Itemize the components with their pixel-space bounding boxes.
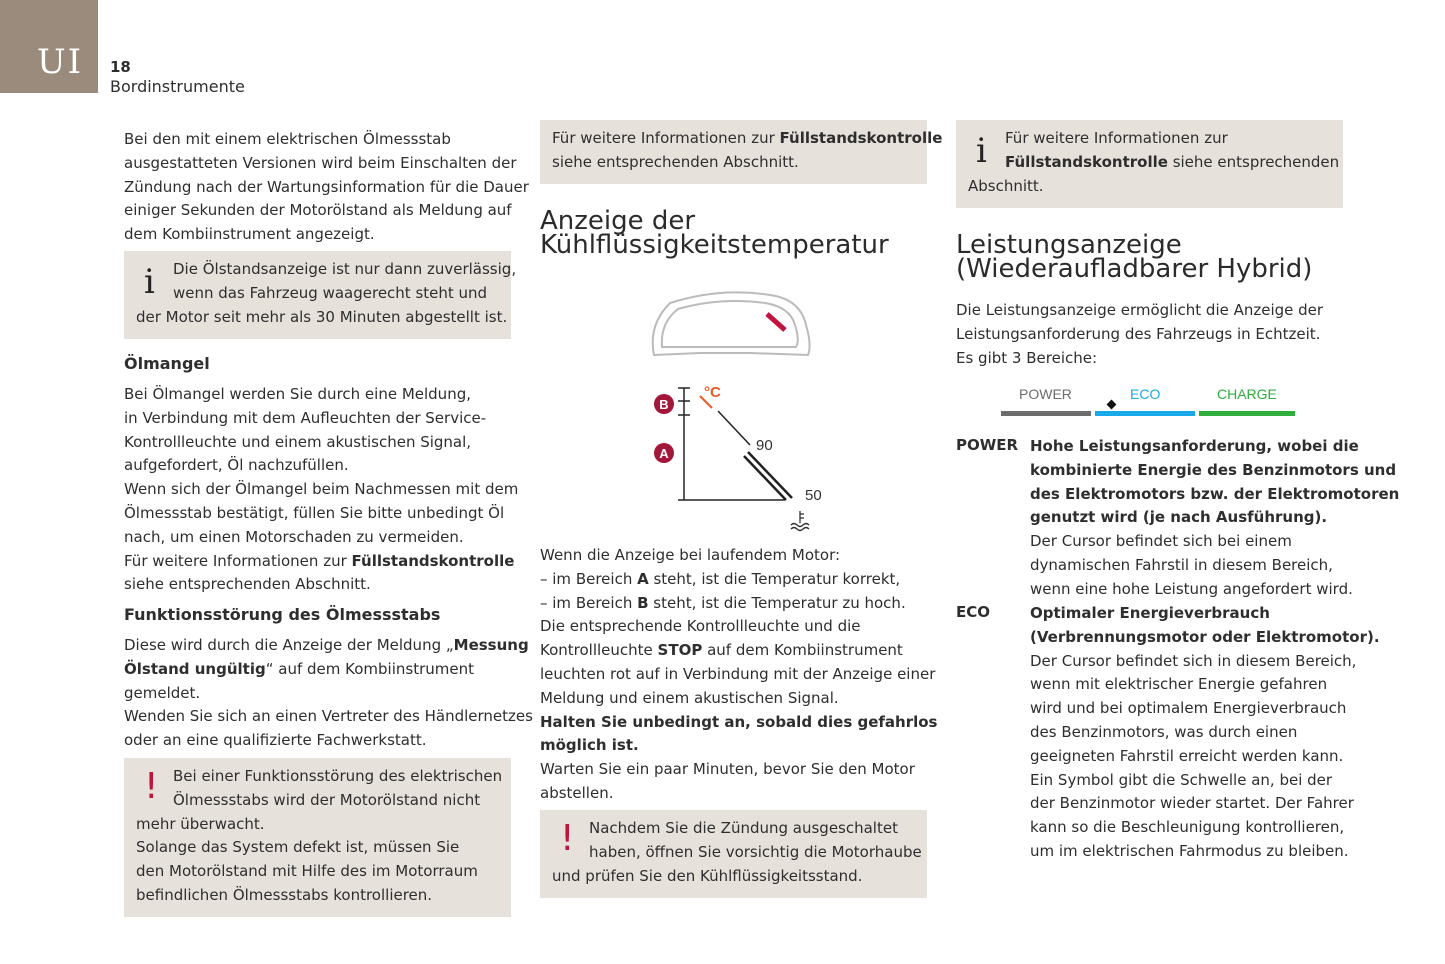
text: dem Kombiinstrument angezeigt. bbox=[124, 225, 375, 244]
bold-text: Halten Sie unbedingt an, sobald dies gefahrlos bbox=[540, 712, 938, 731]
unit-label: °C bbox=[704, 384, 721, 401]
info-icon: i bbox=[976, 131, 987, 171]
text-line bbox=[1030, 650, 1380, 674]
text-line bbox=[124, 502, 518, 526]
text: nach, um einen Motorschaden zu vermeiden. bbox=[124, 527, 464, 546]
text-line bbox=[124, 199, 529, 223]
text: wenn eine hohe Leistung angefordert wird. bbox=[1030, 579, 1353, 598]
text: Diese wird durch die Anzeige der Meldung „ bbox=[124, 636, 454, 654]
text: abstellen. bbox=[540, 783, 614, 802]
bold-text: kombinierte Energie des Benzinmotors und bbox=[1030, 460, 1397, 479]
info-box-fill-level bbox=[540, 120, 943, 184]
bold-text: Füllstandskontrolle bbox=[1005, 152, 1168, 171]
heading-coolant-temp bbox=[540, 205, 889, 260]
text-line bbox=[124, 526, 518, 550]
text-line bbox=[124, 152, 529, 176]
bold-text: des Elektromotors bzw. der Elektromotoren bbox=[1030, 484, 1400, 503]
text-line bbox=[956, 299, 1323, 323]
text: Solange das System defekt ist, müssen Sie bbox=[136, 838, 460, 857]
text-line bbox=[1030, 435, 1399, 459]
text: Warten Sie ein paar Minuten, bevor Sie den Motor bbox=[540, 760, 915, 779]
heading-oil-shortage: Ölmangel bbox=[124, 354, 210, 373]
label-charge: CHARGE bbox=[1217, 386, 1277, 402]
text: um im elektrischen Fahrmodus zu bleiben. bbox=[1030, 841, 1349, 860]
text-line bbox=[1030, 459, 1399, 483]
text-line bbox=[540, 205, 889, 236]
power-meter-intro bbox=[956, 299, 1323, 370]
chapter-logo: UI bbox=[37, 42, 84, 82]
text: Wenn die Anzeige bei laufendem Motor: bbox=[540, 546, 841, 564]
coolant-temperature-icon bbox=[791, 511, 809, 531]
text: steht, ist die Temperatur zu hoch. bbox=[648, 593, 906, 612]
text: den Motorölstand mit Hilfe des im Motorraum bbox=[136, 862, 478, 881]
text-line bbox=[124, 176, 529, 200]
zone-a-label: A bbox=[659, 446, 669, 461]
text: kann so die Beschleunigung kontrollieren, bbox=[1030, 818, 1345, 837]
text-line bbox=[136, 884, 499, 908]
text-line bbox=[124, 128, 529, 152]
text: “ auf dem Kombiinstrument bbox=[265, 659, 474, 678]
bold-text: Füllstandskontrolle bbox=[779, 129, 943, 147]
text: Für weitere Informationen zur bbox=[1005, 129, 1228, 147]
oil-shortage-text bbox=[124, 383, 518, 597]
text-line bbox=[1030, 721, 1380, 745]
coolant-diagram bbox=[640, 285, 840, 535]
text: steht, ist die Temperatur korrekt, bbox=[648, 569, 901, 588]
text: Leistungsanzeige bbox=[956, 230, 1182, 260]
heading-power-meter bbox=[956, 229, 1313, 284]
text-line bbox=[956, 347, 1323, 371]
text-line bbox=[124, 658, 533, 682]
text-line bbox=[1030, 769, 1380, 793]
text: Meldung und einem akustischen Signal. bbox=[540, 688, 839, 707]
text: einiger Sekunden der Motorölstand als Meldung auf bbox=[124, 201, 512, 220]
text: Die entsprechende Kontrollleuchte und die bbox=[540, 617, 861, 636]
text: Kontrollleuchte und einem akustischen Signal, bbox=[124, 432, 472, 451]
text-line bbox=[552, 841, 922, 865]
mark-90: 90 bbox=[756, 437, 773, 454]
label-power: POWER bbox=[1019, 386, 1072, 402]
text-line bbox=[136, 860, 499, 884]
warning-text bbox=[136, 765, 503, 908]
instrument-cluster-illustration bbox=[653, 292, 810, 355]
bold-text: genutzt wird (je nach Ausführung). bbox=[1030, 508, 1328, 527]
text-line bbox=[956, 229, 1312, 260]
engine-restart-threshold-icon bbox=[1107, 400, 1117, 410]
text-line bbox=[540, 229, 889, 260]
text: Nachdem Sie die Zündung ausgeschaltet bbox=[589, 819, 898, 837]
bold-text: (Verbrennungsmotor oder Elektromotor). bbox=[1030, 627, 1380, 646]
text: siehe entsprechenden bbox=[1167, 152, 1340, 171]
text-line bbox=[956, 323, 1323, 347]
text: Wenden Sie sich an einen Vertreter des Händlernetzes bbox=[124, 707, 533, 726]
text-line bbox=[136, 765, 503, 789]
text: dynamischen Fahrstil in diesem Bereich, bbox=[1030, 555, 1333, 574]
text: Abschnitt. bbox=[968, 176, 1044, 195]
text: Ölmessstabs wird der Motorölstand nicht bbox=[173, 790, 481, 809]
term-eco: ECO bbox=[956, 603, 991, 621]
warning-box-dipstick bbox=[124, 758, 511, 917]
text: der Benzinmotor wieder startet. Der Fahrer bbox=[1030, 794, 1354, 813]
page-number: 18 bbox=[110, 58, 131, 76]
text: geeigneten Fahrstil erreicht werden kann. bbox=[1030, 746, 1344, 765]
bold-text: A bbox=[637, 569, 649, 588]
text: Es gibt 3 Bereiche: bbox=[956, 348, 1098, 367]
text-line bbox=[552, 865, 915, 889]
text-line bbox=[136, 789, 499, 813]
text-line bbox=[1030, 483, 1399, 507]
segment-eco bbox=[1095, 411, 1195, 416]
chapter-tab bbox=[0, 0, 98, 93]
eco-description bbox=[1030, 602, 1380, 864]
text-line bbox=[968, 127, 1331, 151]
info-icon: i bbox=[144, 262, 155, 302]
text-line bbox=[136, 282, 499, 306]
text: Kontrollleuchte bbox=[540, 641, 658, 660]
bold-text: Füllstandskontrolle bbox=[351, 551, 515, 570]
text: der Motor seit mehr als 30 Minuten abgestellt ist. bbox=[136, 307, 508, 326]
text: wird und bei optimalem Energieverbrauch bbox=[1030, 699, 1347, 718]
warning-box-coolant bbox=[540, 810, 927, 898]
text: leuchten rot auf in Verbindung mit der Anzeige einer bbox=[540, 664, 936, 683]
term-power: POWER bbox=[956, 436, 1019, 454]
info-box-oil bbox=[124, 251, 517, 339]
text: wenn mit elektrischer Energie gefahren bbox=[1030, 675, 1328, 694]
mark-50: 50 bbox=[805, 487, 822, 504]
text-line bbox=[124, 705, 533, 729]
text: gemeldet. bbox=[124, 683, 201, 702]
text: des Benzinmotors, was durch einen bbox=[1030, 722, 1298, 741]
label-eco: ECO bbox=[1130, 386, 1161, 402]
text-line bbox=[124, 383, 518, 407]
text: Für weitere Informationen zur bbox=[552, 129, 780, 147]
text-line bbox=[956, 253, 1313, 284]
text-line bbox=[1030, 602, 1380, 626]
text-line bbox=[124, 729, 533, 753]
text: Der Cursor befindet sich bei einem bbox=[1030, 532, 1292, 551]
dipstick-fault-text bbox=[124, 634, 533, 753]
segment-charge bbox=[1199, 411, 1295, 416]
text-line bbox=[124, 478, 518, 502]
text-line bbox=[540, 663, 938, 687]
text-line bbox=[540, 758, 938, 782]
text-line bbox=[968, 151, 1340, 175]
text-line bbox=[124, 407, 518, 431]
text-line bbox=[540, 639, 938, 663]
power-description bbox=[1030, 435, 1399, 602]
text-line bbox=[540, 711, 938, 735]
text: siehe entsprechenden Abschnitt. bbox=[552, 152, 799, 171]
text: Der Cursor befindet sich in diesem Bereich, bbox=[1030, 651, 1357, 670]
chapter-title: Bordinstrumente bbox=[110, 77, 245, 96]
text-line bbox=[540, 687, 938, 711]
text-line bbox=[1030, 578, 1399, 602]
text-line bbox=[1030, 506, 1399, 530]
power-meter-scale bbox=[1001, 385, 1301, 420]
zone-b-label: B bbox=[659, 397, 669, 412]
text: Wenn sich der Ölmangel beim Nachmessen mit dem bbox=[124, 480, 519, 499]
text: Die Ölstandsanzeige ist nur dann zuverlässig, bbox=[173, 260, 517, 278]
text-line bbox=[124, 431, 518, 455]
text: Anzeige der bbox=[540, 206, 696, 236]
text: wenn das Fahrzeug waagerecht steht und bbox=[173, 283, 488, 302]
bold-text: B bbox=[637, 593, 649, 612]
text: (Wiederaufladbarer Hybrid) bbox=[956, 253, 1313, 284]
text-line bbox=[136, 306, 508, 330]
warning-icon: ! bbox=[144, 766, 159, 807]
text-line bbox=[552, 127, 943, 151]
bold-text: Hohe Leistungsanforderung, wobei die bbox=[1030, 437, 1359, 455]
gauge-needle bbox=[767, 314, 785, 330]
text-line bbox=[136, 813, 499, 837]
text-line bbox=[136, 258, 517, 282]
text: Ölmessstab bestätigt, füllen Sie bitte unbedingt Öl bbox=[124, 503, 505, 522]
info-text bbox=[968, 127, 1340, 198]
text: Kühlflüssigkeitstemperatur bbox=[540, 229, 889, 260]
text: auf dem Kombiinstrument bbox=[702, 641, 903, 660]
info-box-fill-level-2 bbox=[956, 120, 1343, 208]
text-line bbox=[540, 592, 938, 616]
info-text bbox=[136, 258, 517, 329]
text: befindlichen Ölmessstabs kontrollieren. bbox=[136, 885, 433, 904]
text: in Verbindung mit dem Aufleuchten der Service- bbox=[124, 408, 487, 427]
text: Leistungsanforderung des Fahrzeugs in Echtzeit. bbox=[956, 324, 1321, 343]
text-line bbox=[1030, 840, 1380, 864]
text-line bbox=[540, 568, 938, 592]
segment-power bbox=[1001, 411, 1091, 416]
text-line bbox=[136, 836, 499, 860]
warning-icon: ! bbox=[560, 818, 575, 859]
text: mehr überwacht. bbox=[136, 814, 265, 833]
text: haben, öffnen Sie vorsichtig die Motorhaube bbox=[589, 842, 922, 861]
text-line bbox=[1030, 697, 1380, 721]
bold-text: STOP bbox=[657, 641, 703, 660]
oil-intro bbox=[124, 128, 529, 247]
text-line bbox=[124, 682, 533, 706]
text-line bbox=[1030, 530, 1399, 554]
text: und prüfen Sie den Kühlflüssigkeitsstand. bbox=[552, 866, 863, 885]
text-line bbox=[124, 550, 518, 574]
text: Die Leistungsanzeige ermöglicht die Anzeige der bbox=[956, 301, 1324, 319]
text-line bbox=[540, 615, 938, 639]
heading-dipstick-fault: Funktionsstörung des Ölmessstabs bbox=[124, 605, 441, 624]
text-line bbox=[1030, 816, 1380, 840]
text-line bbox=[1030, 673, 1380, 697]
text-line bbox=[124, 454, 518, 478]
text: Für weitere Informationen zur bbox=[124, 551, 352, 570]
text: oder an eine qualifizierte Fachwerkstatt. bbox=[124, 731, 427, 750]
text: Bei Ölmangel werden Sie durch eine Meldung, bbox=[124, 385, 471, 403]
text: – im Bereich bbox=[540, 569, 638, 588]
text: – im Bereich bbox=[540, 593, 638, 612]
text-line bbox=[1030, 554, 1399, 578]
text: Bei einer Funktionsstörung des elektrischen bbox=[173, 767, 503, 785]
text-line bbox=[552, 151, 915, 175]
bold-text: Messung bbox=[453, 636, 529, 654]
text-line bbox=[552, 817, 915, 841]
text-line bbox=[540, 734, 938, 758]
text-line bbox=[968, 175, 1331, 199]
warning-text bbox=[552, 817, 922, 888]
text-line bbox=[124, 573, 518, 597]
text-line bbox=[540, 544, 938, 568]
text-line bbox=[1030, 626, 1380, 650]
text: Bei den mit einem elektrischen Ölmessstab bbox=[124, 130, 451, 148]
text-line bbox=[124, 634, 533, 658]
text: aufgefordert, Öl nachzufüllen. bbox=[124, 456, 349, 475]
text-line bbox=[124, 223, 529, 247]
bold-text: möglich ist. bbox=[540, 736, 639, 755]
text-line bbox=[540, 782, 938, 806]
bold-text: Ölstand ungültig bbox=[124, 659, 266, 678]
text: siehe entsprechenden Abschnitt. bbox=[124, 575, 371, 594]
text-line bbox=[1030, 792, 1380, 816]
text-line bbox=[1030, 745, 1380, 769]
coolant-text bbox=[540, 544, 938, 806]
text: ausgestatteten Versionen wird beim Einschalten der bbox=[124, 153, 517, 172]
bold-text: Optimaler Energieverbrauch bbox=[1030, 604, 1270, 622]
text: Ein Symbol gibt die Schwelle an, bei der bbox=[1030, 770, 1333, 789]
text: Zündung nach der Wartungsinformation für die Dauer bbox=[124, 177, 529, 196]
